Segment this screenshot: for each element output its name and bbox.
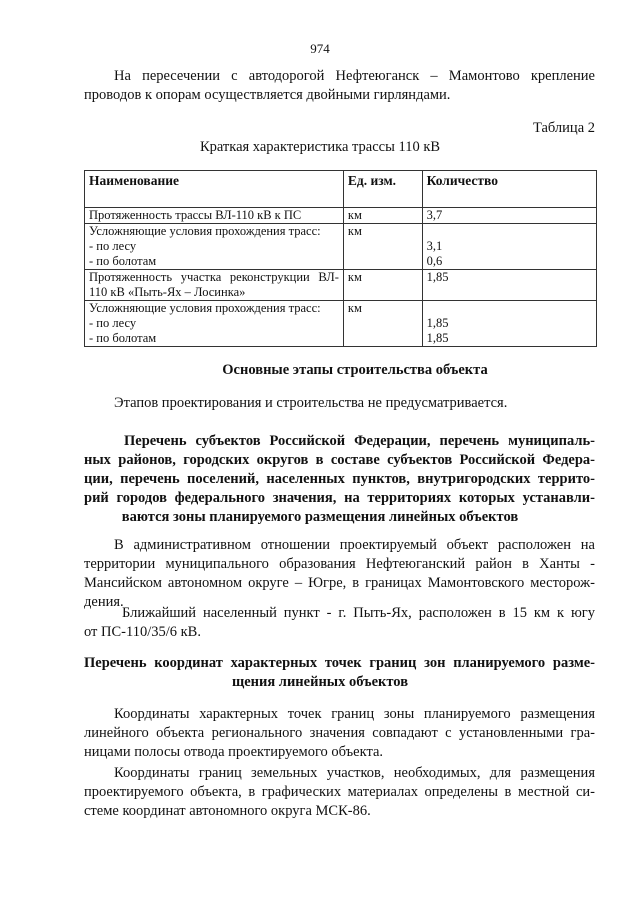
row-name-cell — [85, 301, 344, 347]
construction-stages-text: Этапов проектирования и строительства не предусматривается. — [114, 395, 508, 411]
row-name-cell — [85, 270, 344, 301]
table-row — [85, 301, 597, 347]
row-qty-cell — [422, 208, 596, 224]
row-qty-cell — [422, 224, 596, 270]
admin-location-line: дения. — [84, 594, 124, 610]
row-unit-cell: км — [343, 301, 422, 347]
header-unit: Ед. изм. — [343, 171, 422, 208]
coordinates-text-line: ницами полосы отвода проектируемого объекта. — [84, 744, 384, 760]
row-name-line: - по лесу — [89, 316, 137, 330]
row-qty-line: 1,85 — [426, 316, 449, 330]
intro-line-1: На пересечении с автодорогой Нефтеюганск – Мамонтово крепление — [114, 68, 595, 84]
coordinates-text-line: Координаты характерных точек границ зоны планируемого размещения — [114, 706, 595, 722]
land-plots-text-line: проектируемого объекта, в графических материалах определены в местной си- — [84, 784, 595, 800]
row-name-line: - по болотам — [89, 254, 157, 268]
land-plots-text-line: стеме координат автономного округа МСК-86. — [84, 803, 371, 819]
table-header-row — [85, 171, 597, 208]
section3-heading-line: щения линейных объектов — [231, 674, 409, 690]
row-name-line: Протяженность участка реконструкции ВЛ- — [89, 270, 339, 284]
row-name-line: - по болотам — [89, 331, 157, 345]
section3-heading-line: Перечень координат характерных точек границ зон планируемого разме- — [84, 655, 595, 671]
row-name-cell — [85, 224, 344, 270]
row-name-line: Протяженность трассы ВЛ-110 кВ к ПС — [89, 208, 302, 222]
land-plots-text-line: Координаты границ земельных участков, необходимых, для размещения — [114, 765, 595, 781]
row-name-line: - по лесу — [89, 239, 137, 253]
section2-heading-line: Перечень субъектов Российской Федерации, перечень муниципаль- — [124, 433, 595, 449]
row-name-cell — [85, 208, 344, 224]
row-qty-line: 3,7 — [426, 208, 443, 222]
row-name-line: Усложняющие условия прохождения трасс: — [89, 301, 321, 315]
header-quantity: Количество — [422, 171, 596, 208]
row-qty-line: 3,1 — [426, 239, 443, 253]
page-number: 974 — [310, 41, 330, 56]
row-qty-line: 0,6 — [426, 254, 443, 268]
table-row — [85, 208, 597, 224]
row-qty-line: 1,85 — [426, 270, 449, 284]
table-label: Таблица 2 — [532, 120, 595, 136]
row-unit-cell: км — [343, 224, 422, 270]
coordinates-text-line: линейного объекта регионального значения совпадают с установленными гра- — [84, 725, 595, 741]
admin-location-line: Мансийском автономном округе – Югре, в границах Мамонтовского месторож- — [84, 575, 595, 591]
row-qty-cell — [422, 301, 596, 347]
table-row — [85, 224, 597, 270]
admin-location-line: территории муниципального образования Нефтеюганский район в Ханты - — [84, 556, 595, 572]
row-qty-line — [427, 224, 592, 239]
row-name-line: Усложняющие условия прохождения трасс: — [89, 224, 321, 238]
row-qty-line: 1,85 — [426, 331, 449, 345]
section2-heading-line: рий городов федерального значения, на территориях которых устанавли- — [84, 490, 595, 506]
nearest-settlement-line: от ПС-110/35/6 кВ. — [84, 624, 201, 640]
table-caption: Краткая характеристика трассы 110 кВ — [199, 139, 441, 155]
row-unit-cell: км — [343, 208, 422, 224]
header-name: Наименование — [85, 171, 344, 208]
row-qty-line — [427, 301, 592, 316]
row-name-line: 110 кВ «Пыть-Ях – Лосинка» — [89, 285, 246, 299]
row-unit-cell: км — [343, 270, 422, 301]
route-spec-table — [84, 170, 597, 347]
intro-line-2: проводов к опорам осуществляется двойными гирляндами. — [84, 87, 451, 103]
section2-heading-line: ции, перечень поселений, населенных пунктов, внутригородских террито- — [84, 471, 595, 487]
row-qty-cell — [422, 270, 596, 301]
admin-location-line: В административном отношении проектируемый объект расположен на — [114, 537, 595, 553]
nearest-settlement-line: Ближайший населенный пункт - г. Пыть-Ях, расположен в 15 км к югу — [122, 605, 595, 621]
section2-heading-line: ных районов, городских округов в составе субъектов Российской Федера- — [84, 452, 595, 468]
table-row — [85, 270, 597, 301]
section-heading-construction-stages: Основные этапы строительства объекта — [222, 362, 488, 378]
section2-heading-line: ваются зоны планируемого размещения линейных объектов — [121, 509, 519, 525]
